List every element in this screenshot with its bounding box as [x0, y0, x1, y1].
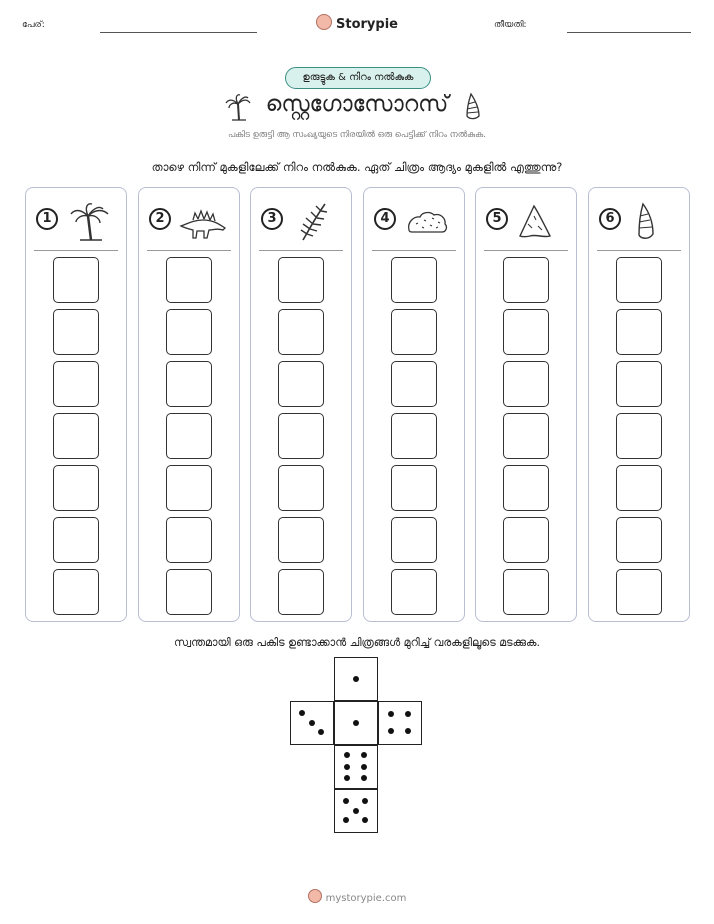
column-number: 4: [374, 208, 396, 230]
dice-pip: [361, 752, 367, 758]
dice-pip: [353, 676, 359, 682]
dice-pip: [361, 775, 367, 781]
color-box[interactable]: [166, 569, 212, 615]
column-6: [588, 187, 690, 622]
color-box[interactable]: [166, 257, 212, 303]
column-number: 1: [36, 208, 58, 230]
color-box[interactable]: [278, 465, 324, 511]
dice-pip: [344, 752, 350, 758]
date-line[interactable]: [567, 32, 691, 33]
column-number: 6: [599, 208, 621, 230]
dice-pip: [388, 711, 394, 717]
color-box[interactable]: [278, 309, 324, 355]
column-number: 2: [149, 208, 171, 230]
column-2: [138, 187, 240, 622]
instruction-text: താഴെ നിന്ന് മുകളിലേക്ക് നിറം നൽകുക. ഏത് ചിത്രം ആദ്യം മുകളിൽ എത്തുന്നു?: [151, 160, 563, 174]
color-box[interactable]: [503, 361, 549, 407]
color-box[interactable]: [391, 413, 437, 459]
color-box[interactable]: [166, 413, 212, 459]
color-box[interactable]: [166, 465, 212, 511]
color-box[interactable]: [391, 257, 437, 303]
color-box[interactable]: [53, 309, 99, 355]
date-label: തീയതി:: [494, 20, 527, 30]
color-box[interactable]: [616, 257, 662, 303]
color-box[interactable]: [53, 257, 99, 303]
column-divider: [34, 250, 118, 251]
stegosaurus-icon: [179, 202, 229, 242]
dice-face-3: [334, 701, 378, 745]
dice-pip: [318, 729, 324, 735]
brand-logo: [0, 14, 714, 32]
color-box[interactable]: [616, 361, 662, 407]
color-box[interactable]: [616, 413, 662, 459]
column-divider: [372, 250, 456, 251]
color-box[interactable]: [278, 257, 324, 303]
column-divider: [259, 250, 343, 251]
color-box[interactable]: [503, 309, 549, 355]
storypie-logo-icon: [316, 14, 332, 30]
footer: [0, 889, 714, 904]
color-box[interactable]: [391, 309, 437, 355]
color-box[interactable]: [278, 517, 324, 563]
color-box[interactable]: [53, 569, 99, 615]
dice-pip: [405, 711, 411, 717]
dice-pip: [388, 728, 394, 734]
column-1: [25, 187, 127, 622]
color-box[interactable]: [391, 465, 437, 511]
dice-face-6: [334, 789, 378, 833]
dice-pip: [343, 817, 349, 823]
dice-pip: [299, 710, 305, 716]
color-box[interactable]: [503, 569, 549, 615]
column-divider: [597, 250, 681, 251]
footer-url: mystorypie.com: [325, 893, 407, 904]
color-box[interactable]: [503, 465, 549, 511]
fern-leaf-icon: [291, 202, 341, 242]
color-box[interactable]: [53, 361, 99, 407]
dice-pip: [405, 728, 411, 734]
color-box[interactable]: [503, 517, 549, 563]
color-box[interactable]: [278, 361, 324, 407]
color-box[interactable]: [278, 413, 324, 459]
dice-pip: [353, 808, 359, 814]
dice-pip: [343, 798, 349, 804]
column-5: [475, 187, 577, 622]
dice-face-5: [334, 745, 378, 789]
horn-shell-icon: [463, 92, 485, 122]
color-box[interactable]: [166, 517, 212, 563]
volcano-rock-icon: [516, 202, 566, 242]
color-box[interactable]: [53, 517, 99, 563]
dice-pip: [344, 775, 350, 781]
dice-face-2: [290, 701, 334, 745]
color-box[interactable]: [166, 361, 212, 407]
color-box[interactable]: [278, 569, 324, 615]
dice-face-4: [378, 701, 422, 745]
activity-tag: ഉരുട്ടുക & നിറം നൽകുക: [285, 67, 431, 89]
color-box[interactable]: [391, 517, 437, 563]
column-3: [250, 187, 352, 622]
storypie-logo-icon: [308, 889, 322, 903]
column-4: [363, 187, 465, 622]
color-box[interactable]: [616, 465, 662, 511]
column-divider: [484, 250, 568, 251]
column-number: 5: [486, 208, 508, 230]
dice-pip: [353, 720, 359, 726]
page-title: സ്റ്റെഗോസോറസ്: [265, 92, 449, 117]
dice-pip: [362, 817, 368, 823]
dice-pip: [362, 798, 368, 804]
color-box[interactable]: [616, 517, 662, 563]
dice-pip: [344, 764, 350, 770]
horn-shell-icon: [629, 202, 679, 242]
column-number: 3: [261, 208, 283, 230]
dice-pip: [361, 764, 367, 770]
palm-tree-icon: [66, 202, 116, 242]
color-box[interactable]: [616, 309, 662, 355]
color-box[interactable]: [391, 569, 437, 615]
dice-pip: [309, 720, 315, 726]
color-box[interactable]: [53, 465, 99, 511]
brand-name: Storypie: [336, 17, 398, 32]
dice-face-1: [334, 657, 378, 701]
fold-instruction: സ്വന്തമായി ഒരു പകിട ഉണ്ടാക്കാൻ ചിത്രങ്ങൾ മുറിച്ച് വരകളിലൂടെ മടക്കുക.: [174, 636, 540, 649]
color-box[interactable]: [53, 413, 99, 459]
color-box[interactable]: [616, 569, 662, 615]
name-line[interactable]: [100, 32, 257, 33]
bush-icon: [404, 202, 454, 242]
color-box[interactable]: [503, 413, 549, 459]
page-subtitle: പകിട ഉരുട്ടി ആ സംഖ്യയുടെ നിരയിൽ ഒരു പെട്ടിക്ക് നിറം നൽകുക.: [228, 130, 486, 140]
color-box[interactable]: [166, 309, 212, 355]
color-box[interactable]: [503, 257, 549, 303]
column-divider: [147, 250, 231, 251]
name-label: പേര്:: [22, 20, 45, 30]
color-box[interactable]: [391, 361, 437, 407]
